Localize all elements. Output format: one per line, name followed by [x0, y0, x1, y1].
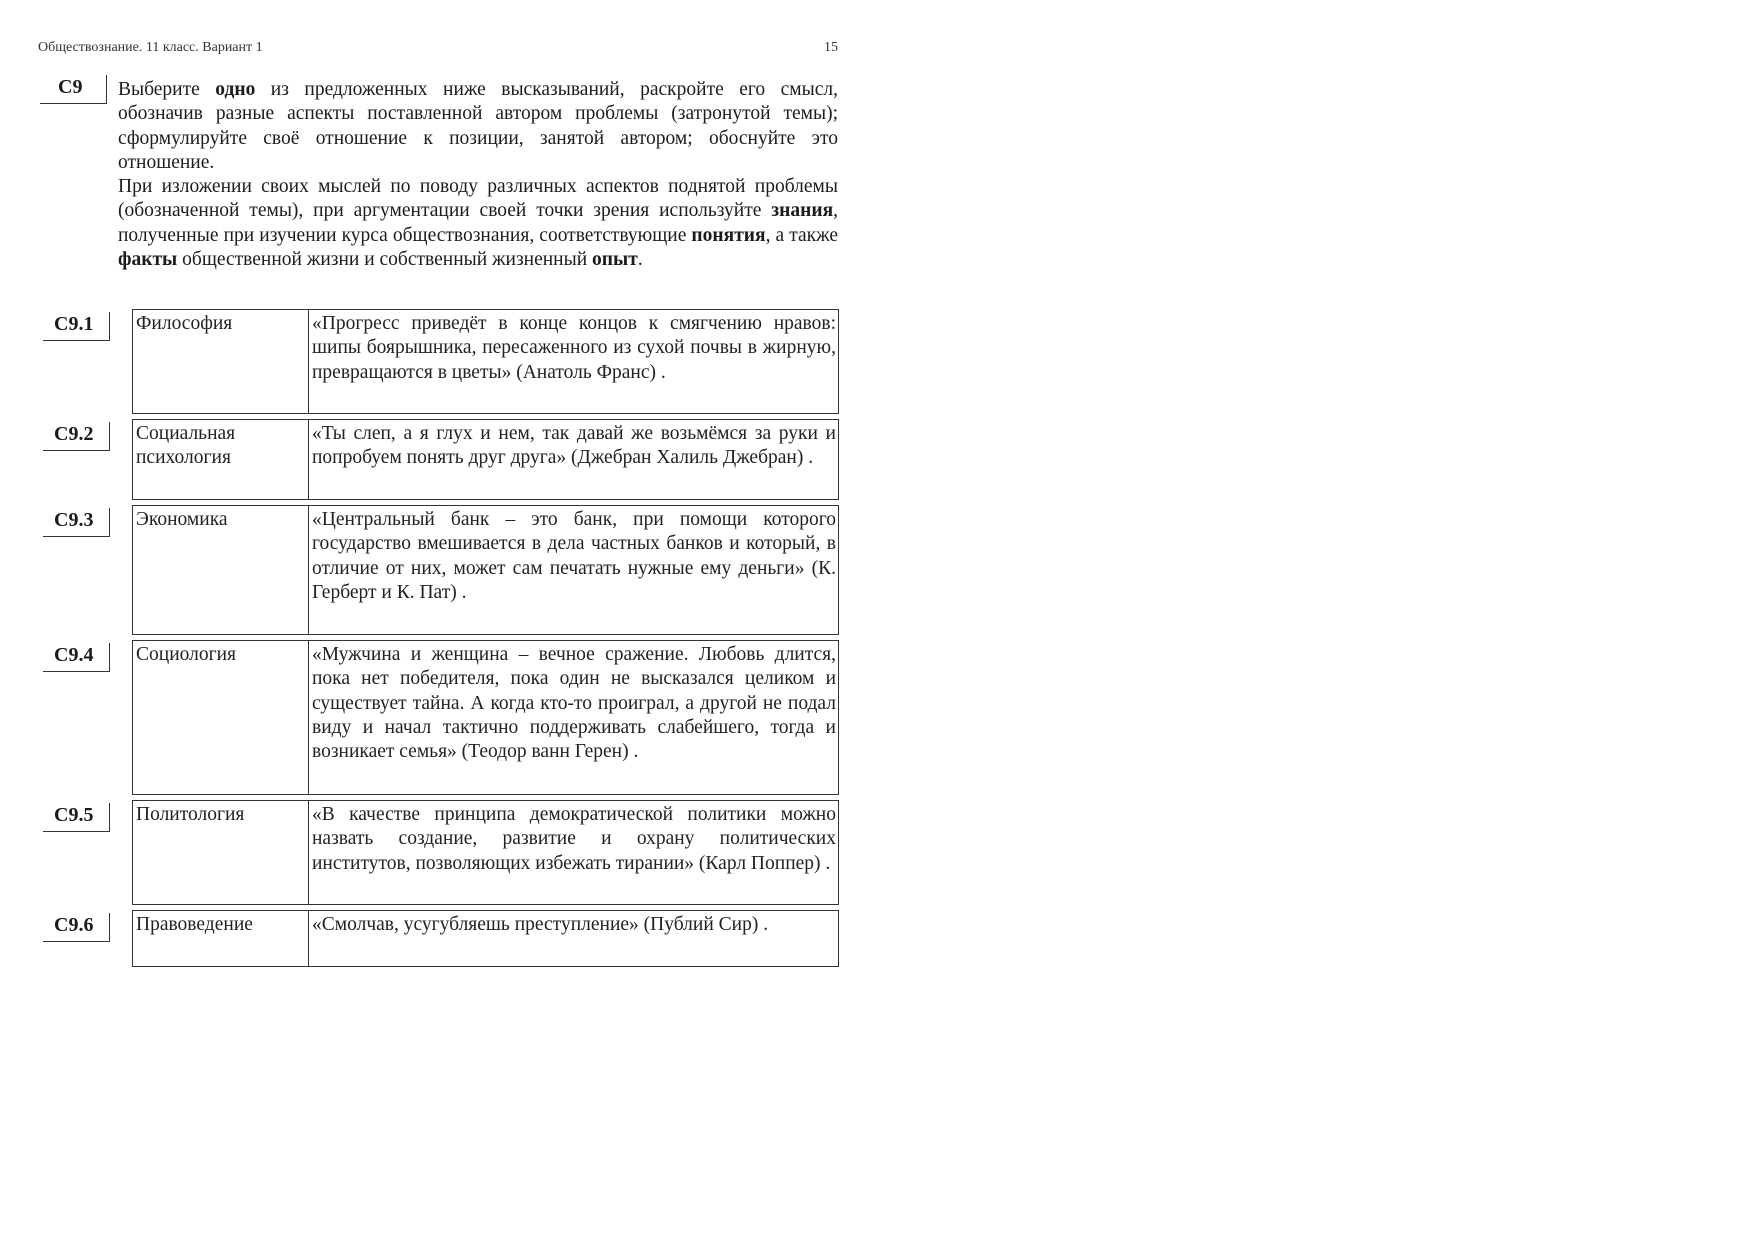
bold-text: понятия [691, 224, 766, 246]
label-bracket-horizontal [43, 340, 110, 341]
task-label-text: С9 [58, 76, 83, 98]
option-topic: Правоведение [133, 911, 309, 966]
text-run: из предложенных ниже высказываний, раскройте его смысл, обозначив разные аспекты поставленной автором проблемы (затронутой темы); сформулируйте своё отношение к позиции, занятой автором; обоснуйте это отношение. [118, 79, 838, 173]
option-quote: «Мужчина и женщина – вечное сражение. Любовь длится, пока нет победителя, пока один не высказался целиком и существует тайна. А когда кто-то проиграл, а другой не подал виду и начал тактично поддерживать слабейшего, тогда и возникает семья» (Теодор ванн Герен) . [312, 644, 836, 763]
option-quote: «Ты слеп, а я глух и нем, так давай же возьмёмся за руки и попробуем понять друг друга» (Джебран Халиль Джебран) . [312, 423, 836, 469]
text-run: , полученные при изучении курса обществознания, соответствующие [118, 200, 838, 246]
bold-text: опыт [592, 249, 638, 271]
label-bracket-vertical [109, 508, 110, 536]
text-run: При изложении своих мыслей по поводу различных аспектов поднятой проблемы (обозначенной темы), при аргументации своей точки зрения используйте [118, 176, 838, 222]
label-bracket-vertical [109, 803, 110, 831]
label-bracket-horizontal [43, 831, 110, 832]
label-bracket-vertical [109, 422, 110, 450]
bold-text: одно [215, 79, 256, 100]
option-row-c9-5 [132, 800, 839, 905]
option-topic: Философия [133, 310, 309, 413]
option-topic: Социология [133, 641, 309, 794]
text-run: Выберите [118, 79, 216, 100]
option-label-text: С9.5 [54, 804, 94, 826]
option-topic: Политология [133, 801, 309, 904]
option-topic: Экономика [133, 506, 309, 634]
bold-text: факты [118, 249, 178, 271]
label-bracket-horizontal [43, 941, 110, 942]
option-label-text: С9.3 [54, 509, 94, 531]
option-quote: «Прогресс приведёт в конце концов к смягчению нравов: шипы боярышника, пересаженного из сухой почвы в жирную, превращаются в цветы» (Анатоль Франс) . [312, 313, 836, 383]
option-quote: «Центральный банк – это банк, при помощи которого государство вмешивается в дела частных банков и который, в отличие от них, может сам печатать нужные ему деньги» (К. Герберт и К. Пат) . [312, 509, 836, 603]
option-label-text: С9.6 [54, 914, 94, 936]
label-bracket-vertical [109, 643, 110, 671]
option-quote: «В качестве принципа демократической политики можно назвать создание, развитие и охрану политических институтов, позволяющих избежать тирании» (Карл Поппер) . [312, 804, 836, 874]
option-row-c9-2 [132, 419, 839, 500]
label-bracket-horizontal [43, 450, 110, 451]
option-topic: Социальная психология [133, 420, 309, 499]
task-instructions [118, 78, 838, 272]
label-bracket-horizontal [40, 103, 107, 104]
instructions-paragraph-2 [118, 175, 838, 272]
label-bracket-vertical [106, 75, 107, 103]
option-quote: «Смолчав, усугубляешь преступление» (Публий Сир) . [312, 914, 769, 935]
bold-text: знания [771, 200, 834, 222]
text-run: , а также [765, 224, 838, 246]
option-row-c9-6 [132, 910, 839, 967]
label-bracket-vertical [109, 913, 110, 941]
text-run: общественной жизни и собственный жизненный [177, 249, 593, 271]
header-title: Обществознание. 11 класс. Вариант 1 [38, 40, 263, 55]
option-label-text: С9.2 [54, 423, 94, 445]
option-row-c9-4 [132, 640, 839, 795]
option-row-c9-1 [132, 309, 839, 414]
option-label-text: С9.4 [54, 644, 94, 666]
page-number: 15 [824, 40, 838, 55]
text-run: . [637, 249, 643, 271]
option-row-c9-3 [132, 505, 839, 635]
label-bracket-horizontal [43, 671, 110, 672]
label-bracket-vertical [109, 312, 110, 340]
option-label-text: С9.1 [54, 313, 94, 335]
instructions-paragraph-1 [118, 78, 838, 175]
label-bracket-horizontal [43, 536, 110, 537]
